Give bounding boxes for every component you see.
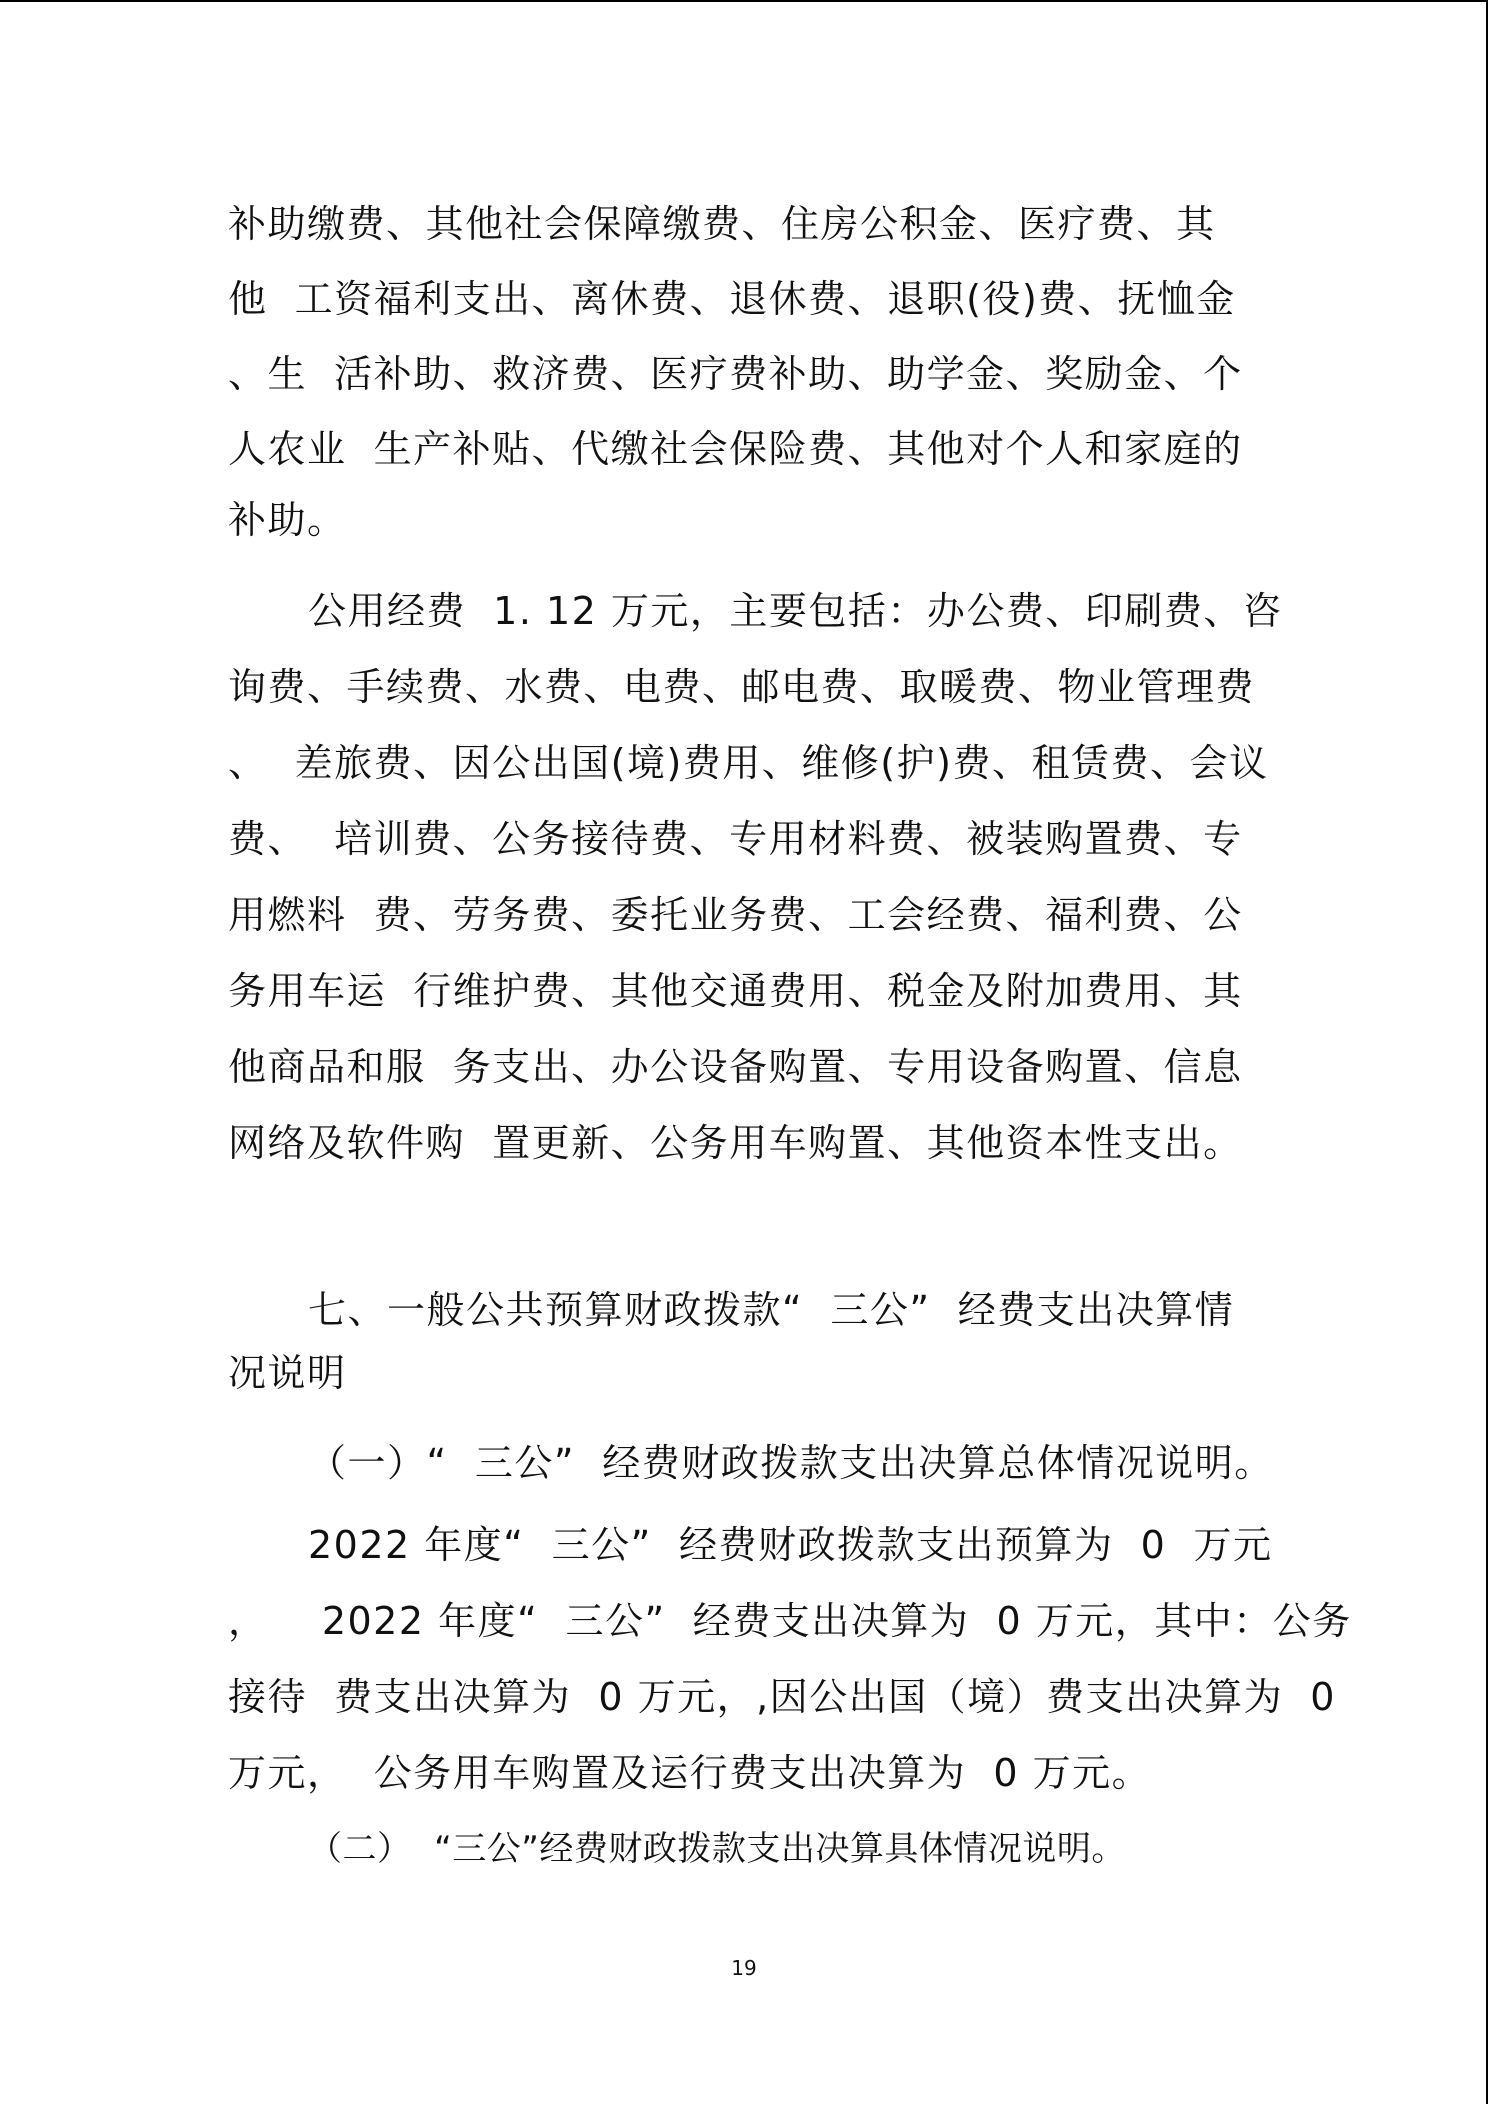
paragraph-2-line-3: 、 差旅费、因公出国(境)费用、维修(护)费、租赁费、会议 (228, 741, 1269, 785)
subsection-1-heading: （一）“ 三公” 经费财政拨款支出决算总体情况说明。 (308, 1441, 1274, 1485)
paragraph-3-line-4: 万元， 公务用车购置及运行费支出决算为 0 万元。 (228, 1751, 1152, 1795)
subsection-2-heading: （二） “三公”经费财政拨款支出决算具体情况说明。 (308, 1829, 1126, 1869)
paragraph-1-line-3: 、生 活补助、救济费、医疗费补助、助学金、奖励金、个 (228, 352, 1243, 396)
paragraph-2-line-1: 公用经费 1. 12 万元，主要包括：办公费、印刷费、咨 (308, 589, 1283, 633)
paragraph-2-line-5: 用燃料 费、劳务费、委托业务费、工会经费、福利费、公 (228, 893, 1243, 937)
page-top-border (0, 0, 1488, 2)
section-7-heading-line-1: 七、一般公共预算财政拨款“ 三公” 经费支出决算情 (308, 1288, 1235, 1332)
paragraph-1-line-1: 补助缴费、其他社会保障缴费、住房公积金、医疗费、其 (228, 202, 1216, 246)
paragraph-1-line-2: 他 工资福利支出、离休费、退休费、退职(役)费、抚恤金 (228, 277, 1236, 321)
section-7-heading-line-2: 况说明 (228, 1351, 347, 1395)
paragraph-2-line-6: 务用车运 行维护费、其他交通费用、税金及附加费用、其 (228, 969, 1243, 1013)
paragraph-3-line-2: ， 2022 年度“ 三公” 经费支出决算为 0 万元，其中：公务 (228, 1599, 1352, 1643)
paragraph-2-line-4: 费、 培训费、公务接待费、专用材料费、被装购置费、专 (228, 817, 1243, 861)
paragraph-1-line-4: 人农业 生产补贴、代缴社会保险费、其他对个人和家庭的 (228, 427, 1243, 471)
paragraph-2-line-8: 网络及软件购 置更新、公务用车购置、其他资本性支出。 (228, 1121, 1243, 1165)
paragraph-3-line-1: 2022 年度“ 三公” 经费财政拨款支出预算为 0 万元 (308, 1523, 1273, 1567)
paragraph-1-line-5: 补助。 (228, 498, 347, 542)
page-number: 19 (731, 1956, 757, 1980)
paragraph-3-line-3: 接待 费支出决算为 0 万元，,因公出国（境）费支出决算为 0 (228, 1675, 1336, 1719)
paragraph-2-line-7: 他商品和服 务支出、办公设备购置、专用设备购置、信息 (228, 1045, 1243, 1089)
paragraph-2-line-2: 询费、手续费、水费、电费、邮电费、取暖费、物业管理费 (228, 665, 1256, 709)
